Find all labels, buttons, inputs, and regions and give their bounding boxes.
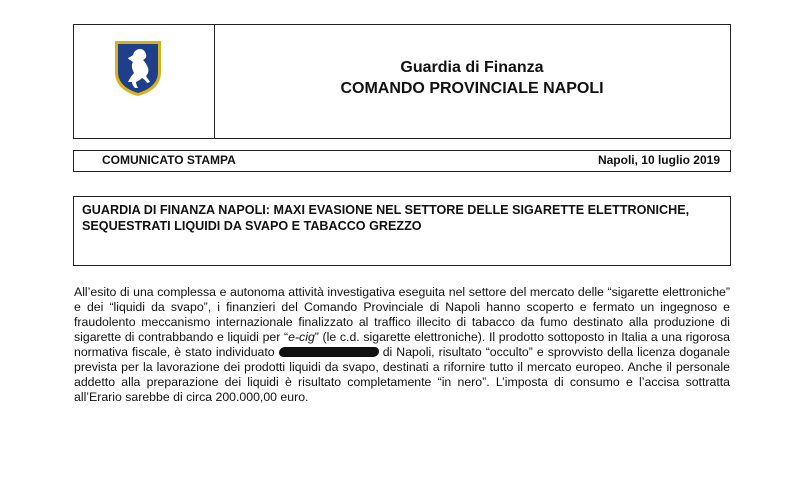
headline-box (73, 196, 731, 266)
org-name: Guardia di Finanza (400, 58, 544, 76)
body-text-part3: di Napoli, risultato “occulto” e sprovvisto della licenza doganale prevista per la lavorazione dei prodotti liquidi da svapo, destinati a rifornire tutto il mercato europeo. Anche il personale addetto alla preparazione dei liquidi è risultato completamente “in nero”. L’imposta di consumo e l’accisa sottratta all’Erario sarebbe di circa 200.000,00 euro. (74, 345, 731, 404)
header-box (73, 24, 731, 139)
body-text-part2: ” (le c.d. sigarette elettroniche). Il prodotto sottoposto in Italia a una rigorosa normativa fiscale, è stato individuato (74, 330, 730, 359)
logo-cell (74, 25, 215, 138)
header-title-cell (214, 25, 730, 138)
headline: GUARDIA DI FINANZA NAPOLI: MAXI EVASIONE NEL SETTORE DELLE SIGARETTE ELETTRONICHE, SEQUESTRATI LIQUIDI DA SVAPO E TABACCO GREZZO (82, 203, 690, 233)
press-release-bar (73, 150, 731, 172)
press-release-label: COMUNICATO STAMPA (102, 153, 236, 167)
body-paragraph (74, 285, 730, 405)
org-command: COMANDO PROVINCIALE NAPOLI (340, 79, 604, 97)
redaction-mark (278, 347, 379, 357)
press-release-date: Napoli, 10 luglio 2019 (597, 153, 720, 167)
horse-crest-icon (112, 38, 164, 98)
body-text-part1: All’esito di una complessa e autonoma attività investigativa eseguita nel settore del mercato delle “sigarette elettroniche” e dei “liquidi da svapo”, i finanzieri del Comando Provinciale di Napoli hanno scoperto e fermato un ingegnoso e fraudolento meccanismo internazionale finalizzato al traffico illecito di tabacco da fumo destinato alla produzione di sigarette di contrabbando e liquidi per “ (74, 285, 730, 344)
body-text-italic: e-cig (288, 330, 315, 344)
